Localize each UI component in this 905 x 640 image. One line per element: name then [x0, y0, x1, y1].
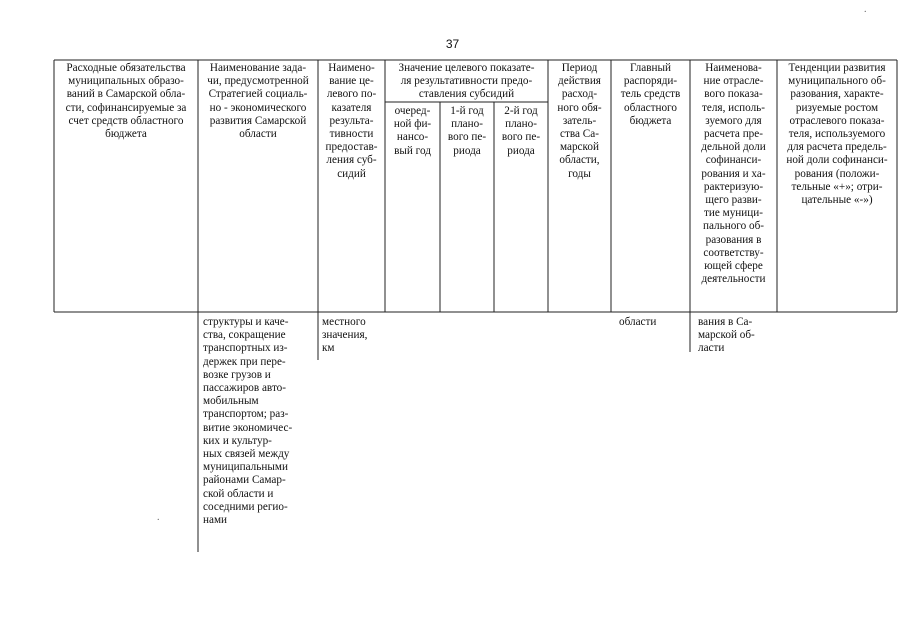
header-obligations: Расходные обязательства муниципальных образо- ваний в Самарской обла- сти, софинансируемые за счет средств областного бюджета [65, 62, 187, 141]
header-period: Период действия расход- ного обя- затель- ства Са- марской области, годы [557, 62, 602, 180]
continuation-indicator-text: местного значения, км [322, 316, 368, 355]
header-plan-year-1: 1-й год плано- вого пе- риода [447, 105, 487, 157]
header-indicator-name: Наимено- вание це- левого по- казателя результа- тивности предостав- ления суб- сидий [325, 62, 378, 180]
header-task: Наименование зада- чи, предусмотренной Стратегией социаль- но - экономического развития Самарской области [207, 62, 309, 141]
continuation-task-text: структуры и каче- ства, сокращение транспортных из- держек при пере- возке грузов и пассажиров авто- мобильным транспортом; раз- витие экономичес- ких и культур- ных связей между муниципальными районами Самар- ской области и соседними регио- нами [203, 316, 293, 527]
header-target-value-group: Значение целевого показате- ля результативности предо- ставления субсидий [398, 62, 535, 101]
header-trends: Тенденции развития муниципального об- разования, характе- ризуемые ростом отраслевого показа- теля, используемого для расчета предель- ной доли софинанси- рования (положи- тельные «+»; отри- цательные «-») [786, 62, 888, 207]
continuation-sector-text: вания в Са- марской об- ласти [698, 316, 755, 355]
header-main-manager: Главный распоряди- тель средств областного бюджета [620, 62, 681, 127]
header-sector-indicator: Наименова- ние отрасле- вого показа- теля, исполь- зуемого для расчета пре- дельной доли софинанси- рования и ха- рактеризую- щего разви- тие муници- пального об- разования в соответству- ющей сфере деятельности [701, 62, 766, 286]
continuation-manager-text: области [619, 316, 657, 328]
page-number: 37 [445, 37, 460, 51]
header-plan-year-2: 2-й год плано- вого пе- риода [501, 105, 541, 157]
header-current-year: очеред- ной фи- нансо- вый год [393, 105, 432, 157]
scan-speck: . [157, 512, 160, 523]
scan-speck: . [864, 4, 867, 15]
